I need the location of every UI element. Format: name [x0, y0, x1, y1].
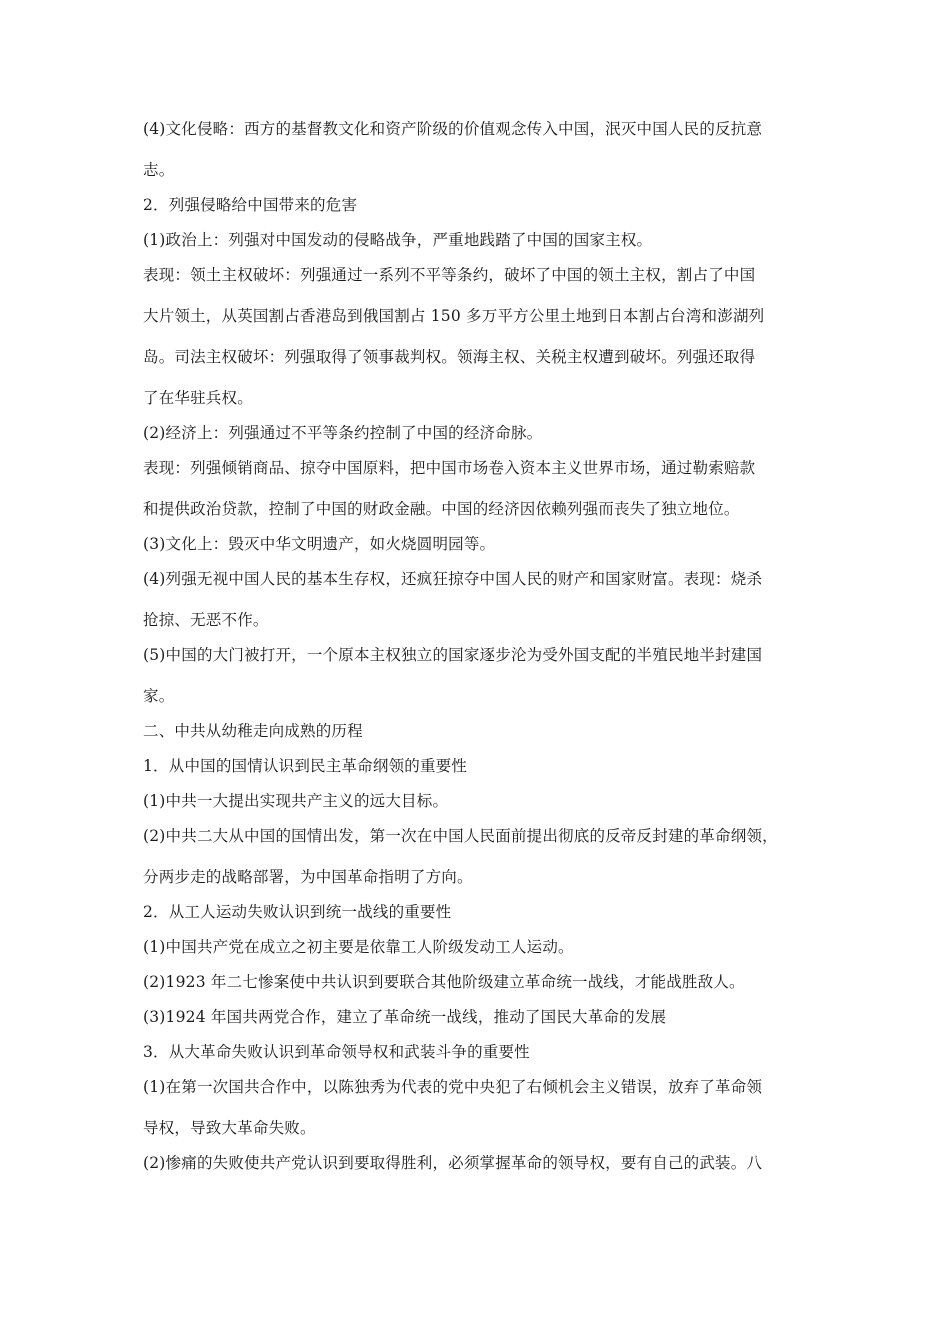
text-line: 岛。司法主权破坏：列强取得了领事裁判权。领海主权、关税主权遭到破坏。列强还取得	[143, 348, 756, 366]
section-heading: 2．列强侵略给中国带来的危害	[143, 196, 358, 214]
text-line: 抢掠、无恶不作。	[143, 611, 269, 629]
text-line: 表现：列强倾销商品、掠夺中国原料，把中国市场卷入资本主义世界市场，通过勒索赔款	[143, 459, 756, 477]
text-line: 了在华驻兵权。	[143, 389, 253, 407]
text-line: (1)中国共产党在成立之初主要是依靠工人阶级发动工人运动。	[143, 938, 574, 956]
document-body	[143, 118, 813, 1187]
text-line: 家。	[143, 687, 175, 705]
text-line: 导权，导致大革命失败。	[143, 1119, 316, 1137]
text-line: (3)文化上：毁灭中华文明遗产，如火烧圆明园等。	[143, 535, 496, 553]
section-heading: 二、中共从幼稚走向成熟的历程	[143, 722, 363, 740]
text-line: 分两步走的战略部署，为中国革命指明了方向。	[143, 868, 473, 886]
text-line: 和提供政治贷款，控制了中国的财政金融。中国的经济因依赖列强而丧失了独立地位。	[143, 500, 740, 518]
text-line: 大片领土，从英国割占香港岛到俄国割占 150 多万平方公里土地到日本割占台湾和澎湖列	[143, 307, 765, 325]
text-line: (4)列强无视中国人民的基本生存权，还疯狂掠夺中国人民的财产和国家财富。表现：烧杀	[143, 570, 763, 588]
text-line: (2)中共二大从中国的国情出发，第一次在中国人民面前提出彻底的反帝反封建的革命纲领，	[143, 827, 778, 845]
section-heading: 3．从大革命失败认识到革命领导权和武装斗争的重要性	[143, 1043, 530, 1061]
text-line: (5)中国的大门被打开，一个原本主权独立的国家逐步沦为受外国支配的半殖民地半封建国	[143, 646, 763, 664]
section-heading: 2．从工人运动失败认识到统一战线的重要性	[143, 903, 452, 921]
text-line: (4)文化侵略：西方的基督教文化和资产阶级的价值观念传入中国，泯灭中国人民的反抗意	[143, 120, 763, 138]
text-line: (3)1924 年国共两党合作，建立了革命统一战线，推动了国民大革命的发展	[143, 1008, 667, 1026]
section-heading: 1．从中国的国情认识到民主革命纲领的重要性	[143, 757, 468, 775]
text-line: (2)经济上：列强通过不平等条约控制了中国的经济命脉。	[143, 424, 543, 442]
text-line: (1)中共一大提出实现共产主义的远大目标。	[143, 792, 449, 810]
text-line: (1)在第一次国共合作中，以陈独秀为代表的党中央犯了右倾机会主义错误，放弃了革命领	[143, 1078, 763, 1096]
text-line: 表现：领土主权破坏：列强通过一系列不平等条约，破坏了中国的领土主权，割占了中国	[143, 266, 756, 284]
text-line: (1)政治上：列强对中国发动的侵略战争，严重地践踏了中国的国家主权。	[143, 231, 653, 249]
text-line: 志。	[143, 161, 175, 179]
text-line: (2)惨痛的失败使共产党认识到要取得胜利，必须掌握革命的领导权，要有自己的武装。八	[143, 1154, 763, 1172]
text-line: (2)1923 年二七惨案使中共认识到要联合其他阶级建立革命统一战线，才能战胜敌人。	[143, 973, 745, 991]
